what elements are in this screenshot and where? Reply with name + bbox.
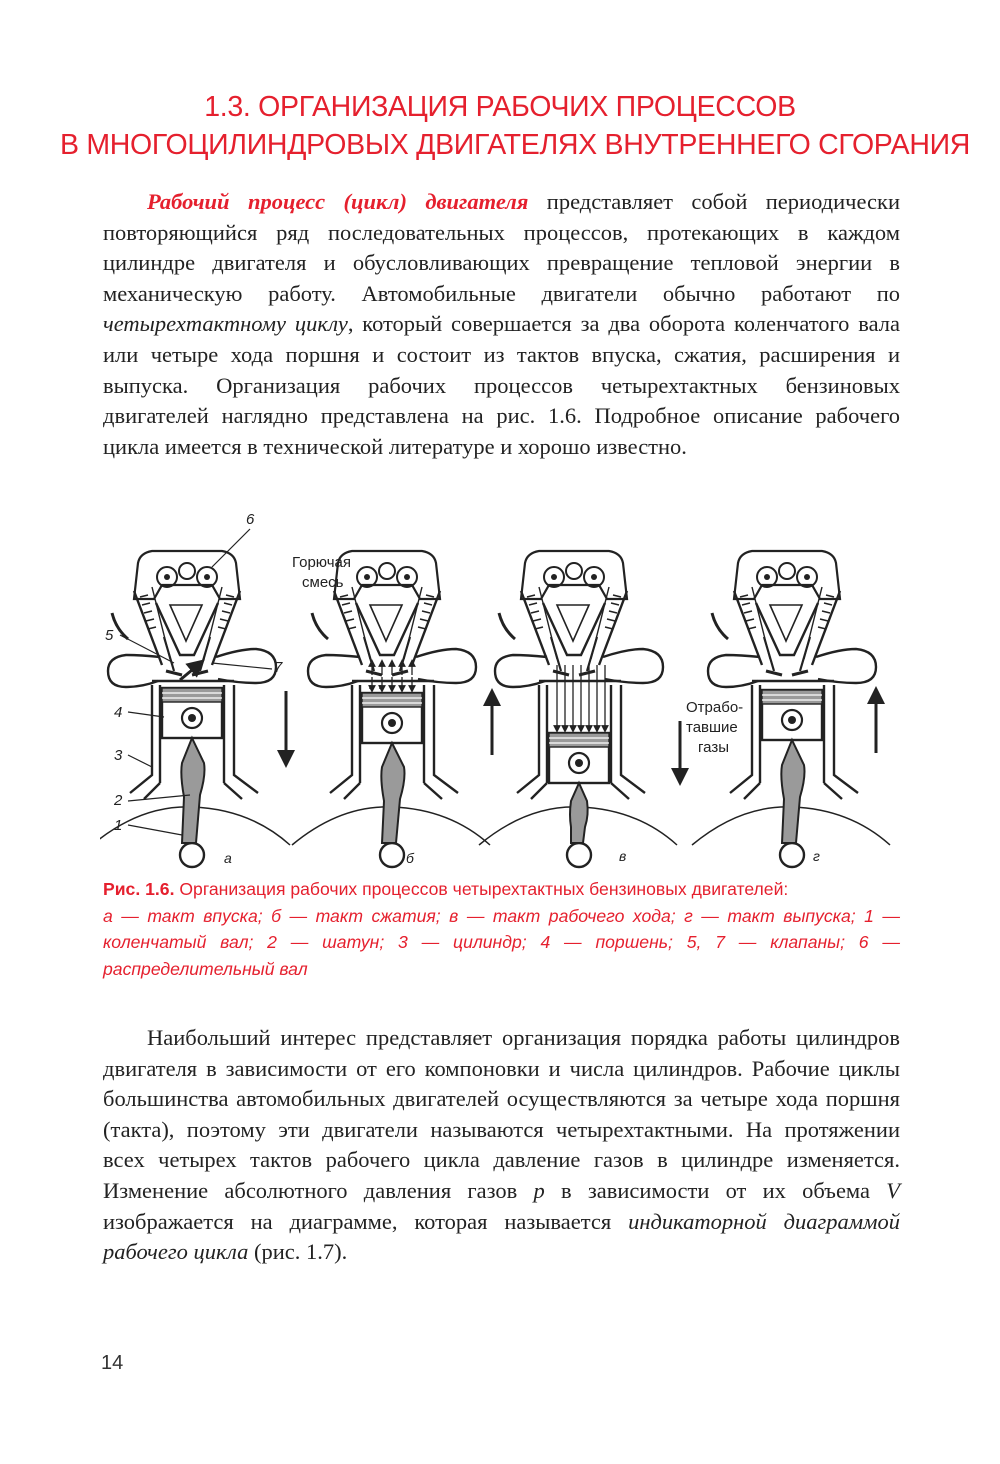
paragraph-cylinders-text-b: в зависимости от их объема — [544, 1177, 887, 1203]
panel-letter-b: б — [406, 850, 414, 866]
figure-number-1: 1 — [114, 817, 123, 834]
symbol-pressure: p — [533, 1177, 545, 1203]
section-heading-line-2: В МНОГОЦИЛИНДРОВЫХ ДВИГАТЕЛЯХ ВНУТРЕННЕГО СГОРАНИЯ — [60, 129, 971, 161]
term-working-process: Рабочий процесс (цикл) двигателя — [147, 189, 529, 214]
figure-caption — [103, 876, 900, 982]
paragraph-cylinders — [103, 1023, 900, 1268]
label-mixture-line-2: смесь — [302, 574, 344, 591]
figure-number-4: 4 — [114, 704, 123, 721]
page-number: 14 — [101, 1352, 124, 1374]
paragraph-cylinders-text-d: (рис. 1.7). — [248, 1239, 348, 1265]
panel-letter-g: г — [813, 848, 820, 864]
caption-legend: а — такт впуска; б — такт сжатия; в — такт рабочего хода; г — такт выпуска; 1 — коленчатый вал; 2 — шатун; 3 — цилиндр; 4 — поршень; 5, 7 — клапаны; 6 — распределительный вал — [103, 905, 900, 979]
label-exhaust-line-2: тавшие — [686, 719, 738, 736]
paragraph-cylinders-text-a: Наибольший интерес представляет организация порядка работы цилиндров двигателя в зависимости от его компоновки и числа цилиндров. Рабочие циклы большинства автомобильных двигателей осуществляются за четыре хода поршня (такта), поэтому эти двигатели называются четырехтактными. На протяжении всех четырех тактов рабочего цикла давление газов в цилиндре изменяется. Изменение абсолютного давления газов — [103, 1025, 900, 1203]
figure-number-2: 2 — [114, 792, 123, 809]
section-heading-line-1: 1.3. ОРГАНИЗАЦИЯ РАБОЧИХ ПРОЦЕССОВ — [204, 91, 796, 123]
caption-title: Рис. 1.6. — [103, 879, 175, 899]
figure-number-6: 6 — [246, 511, 255, 528]
engine-panel-power — [479, 551, 680, 867]
term-four-stroke-cycle: четырехтактному циклу — [103, 311, 348, 337]
paragraph-intro-text-a: представляет собой периодически повторяющийся ряд последовательных процессов, протекающих в каждом цилиндре двигателя и обусловливающих превращение тепловой энергии в механическую работу. Автомобильные двигатели обычно работают по — [103, 189, 900, 306]
figure-number-5: 5 — [105, 627, 114, 644]
paragraph-cylinders-text-c: изображается на диаграмме, которая называется — [103, 1208, 629, 1234]
engine-panel-compression — [292, 551, 492, 867]
paragraph-intro-text-b: , который совершается за два оборота коленчатого вала или четыре хода поршня и состоит из тактов впуска, сжатия, расширения и выпуска. Организация рабочих процессов четырехтактных бензиновых двигателей наглядно представлена на рис. 1.6. Подробное описание рабочего цикла имеется в технической литературе и хорошо известно. — [103, 311, 900, 459]
caption-text: Организация рабочих процессов четырехтактных бензиновых двигателей: — [174, 879, 789, 899]
figure-number-3: 3 — [114, 747, 123, 764]
paragraph-intro — [103, 187, 900, 462]
panel-letter-a: а — [224, 850, 232, 866]
figure-number-7: 7 — [274, 659, 283, 676]
label-mixture-line-1: Горючая — [292, 554, 352, 571]
panel-letter-v: в — [619, 848, 627, 864]
engine-panel-intake — [100, 551, 290, 867]
section-heading — [60, 88, 971, 164]
figure-engine-strokes — [100, 505, 900, 875]
term-indicator-diagram: индикаторной диаграммой рабочего цикла — [103, 1208, 900, 1265]
label-exhaust-line-1: Отрабо- — [686, 699, 744, 716]
symbol-volume: V — [886, 1177, 900, 1203]
label-exhaust-line-3: газы — [698, 739, 729, 756]
